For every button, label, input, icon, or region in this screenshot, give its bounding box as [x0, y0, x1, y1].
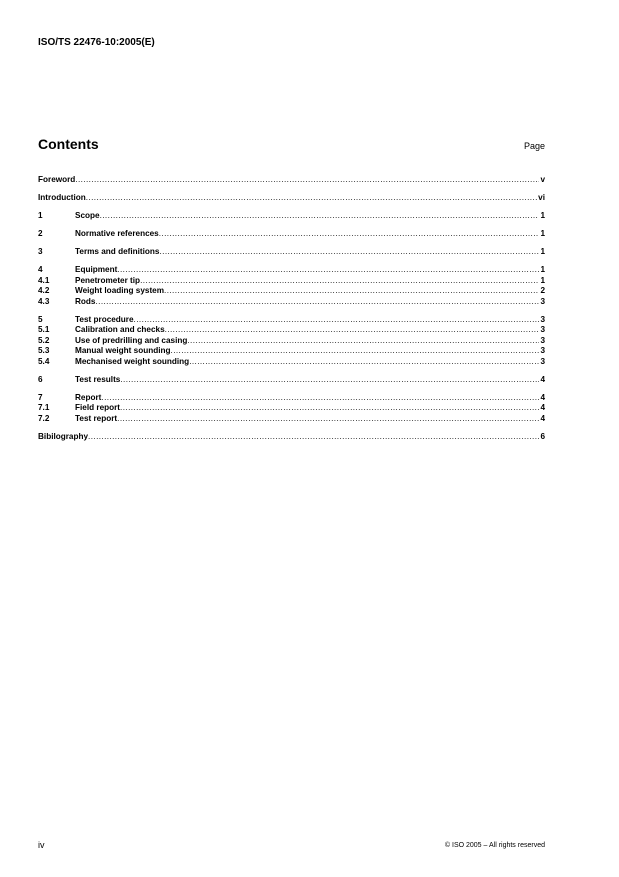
toc-dot-leader — [101, 393, 539, 404]
toc-entry-number: 7 — [38, 392, 43, 402]
toc-dot-leader — [187, 336, 539, 347]
toc-entry-title: Use of predrilling and casing — [75, 335, 188, 345]
toc-entry-number: 5.1 — [38, 325, 50, 334]
toc-dot-leader — [164, 286, 539, 297]
toc-dot-leader — [171, 346, 540, 357]
toc-entry[interactable] — [38, 375, 545, 386]
toc-entry-title: Rods — [75, 296, 96, 306]
toc-entry[interactable] — [38, 346, 545, 357]
toc-entry-page: 3 — [540, 296, 545, 306]
toc-entry-page: 4 — [540, 392, 545, 402]
toc-dot-leader — [88, 432, 539, 443]
toc-entry[interactable] — [38, 286, 545, 297]
toc-entry-title: Test procedure — [75, 314, 134, 324]
toc-entry[interactable] — [38, 193, 545, 204]
toc-dot-leader — [120, 375, 539, 386]
toc-entry[interactable] — [38, 297, 545, 308]
toc-dot-leader — [165, 325, 540, 336]
toc-dot-leader — [117, 265, 539, 276]
toc-entry-title: Penetrometer tip — [75, 275, 141, 285]
toc-entry-title: Calibration and checks — [75, 325, 165, 334]
toc-entry-page: vi — [538, 193, 545, 202]
toc-entry-title: Weight loading system — [75, 286, 165, 295]
toc-entry-page: 4 — [540, 413, 545, 423]
toc-entry-number: 2 — [38, 229, 43, 238]
toc-entry-page: 1 — [540, 211, 545, 220]
toc-entry-title: Test results — [75, 374, 121, 384]
toc-entry-page: 3 — [540, 346, 545, 355]
toc-entry-number: 5.2 — [38, 335, 50, 345]
toc-entry-number: 4.3 — [38, 296, 50, 306]
toc-entry-number: 4.2 — [38, 286, 50, 295]
toc-entry-number: 4 — [38, 265, 43, 274]
contents-title: Contents — [38, 136, 99, 152]
footer-copyright: © ISO 2005 – All rights reserved — [444, 842, 545, 849]
toc-entry-number: 4.1 — [38, 275, 50, 285]
toc-dot-leader — [134, 315, 540, 326]
toc-entry[interactable] — [38, 403, 545, 414]
toc-entry-page: 3 — [540, 325, 545, 334]
toc-dot-leader — [189, 357, 539, 368]
toc-entry-title: Mechanised weight sounding — [75, 356, 190, 366]
toc-entry-page: 3 — [540, 356, 545, 366]
toc-entry[interactable] — [38, 265, 545, 276]
toc-entry-page: v — [540, 175, 545, 184]
toc-dot-leader — [120, 403, 539, 414]
toc-entry-page: 4 — [540, 374, 545, 384]
toc-entry-title: Terms and definitions — [75, 247, 160, 256]
toc-entry[interactable] — [38, 175, 545, 186]
toc-entry-title: Manual weight sounding — [75, 346, 171, 355]
toc-entry-number: 7.2 — [38, 413, 50, 423]
toc-entry-title: Equipment — [75, 265, 118, 274]
toc-entry-number: 6 — [38, 374, 43, 384]
toc-entry-page: 6 — [540, 431, 545, 441]
toc-dot-leader — [140, 276, 539, 287]
toc-entry-page: 4 — [540, 403, 545, 412]
toc-dot-leader — [95, 297, 539, 308]
page-column-label: Page — [523, 141, 545, 151]
toc-entry-title: Foreword — [38, 175, 76, 184]
toc-entry[interactable] — [38, 229, 545, 240]
toc-entry-page: 1 — [540, 265, 545, 274]
toc-entry[interactable] — [38, 414, 545, 425]
toc-entry-title: Bibilography — [38, 431, 89, 441]
toc-entry-title: Field report — [75, 403, 121, 412]
toc-dot-leader — [159, 229, 540, 240]
toc-entry[interactable] — [38, 357, 545, 368]
document-id: ISO/TS 22476-10:2005(E) — [38, 37, 155, 48]
toc-entry[interactable] — [38, 247, 545, 258]
toc-entry[interactable] — [38, 336, 545, 347]
toc-entry-number: 3 — [38, 247, 43, 256]
toc-entry[interactable] — [38, 393, 545, 404]
toc-entry[interactable] — [38, 325, 545, 336]
toc-entry[interactable] — [38, 211, 545, 222]
toc-entry-number: 1 — [38, 211, 43, 220]
toc-entry[interactable] — [38, 315, 545, 326]
toc-entry[interactable] — [38, 432, 545, 443]
toc-entry-page: 1 — [540, 247, 545, 256]
toc-entry-number: 7.1 — [38, 403, 50, 412]
toc-dot-leader — [117, 414, 539, 425]
toc-dot-leader — [86, 193, 537, 204]
toc-entry-title: Normative references — [75, 229, 159, 238]
toc-entry-page: 3 — [540, 314, 545, 324]
toc-entry-number: 5.3 — [38, 346, 50, 355]
toc-entry[interactable] — [38, 276, 545, 287]
toc-entry-page: 1 — [540, 275, 545, 285]
footer-page-number: iv — [38, 840, 45, 850]
toc-entry-page: 3 — [540, 335, 545, 345]
toc-dot-leader — [75, 175, 539, 186]
toc-dot-leader — [100, 211, 540, 222]
toc-entry-title: Scope — [75, 211, 100, 220]
toc-entry-number: 5 — [38, 314, 43, 324]
toc-entry-title: Report — [75, 392, 102, 402]
toc-entry-title: Test report — [75, 413, 118, 423]
toc-entry-page: 1 — [540, 229, 545, 238]
toc-entry-number: 5.4 — [38, 356, 50, 366]
table-of-contents — [38, 175, 545, 442]
toc-dot-leader — [159, 247, 539, 258]
toc-entry-page: 2 — [540, 286, 545, 295]
toc-entry-title: Introduction — [38, 193, 86, 202]
